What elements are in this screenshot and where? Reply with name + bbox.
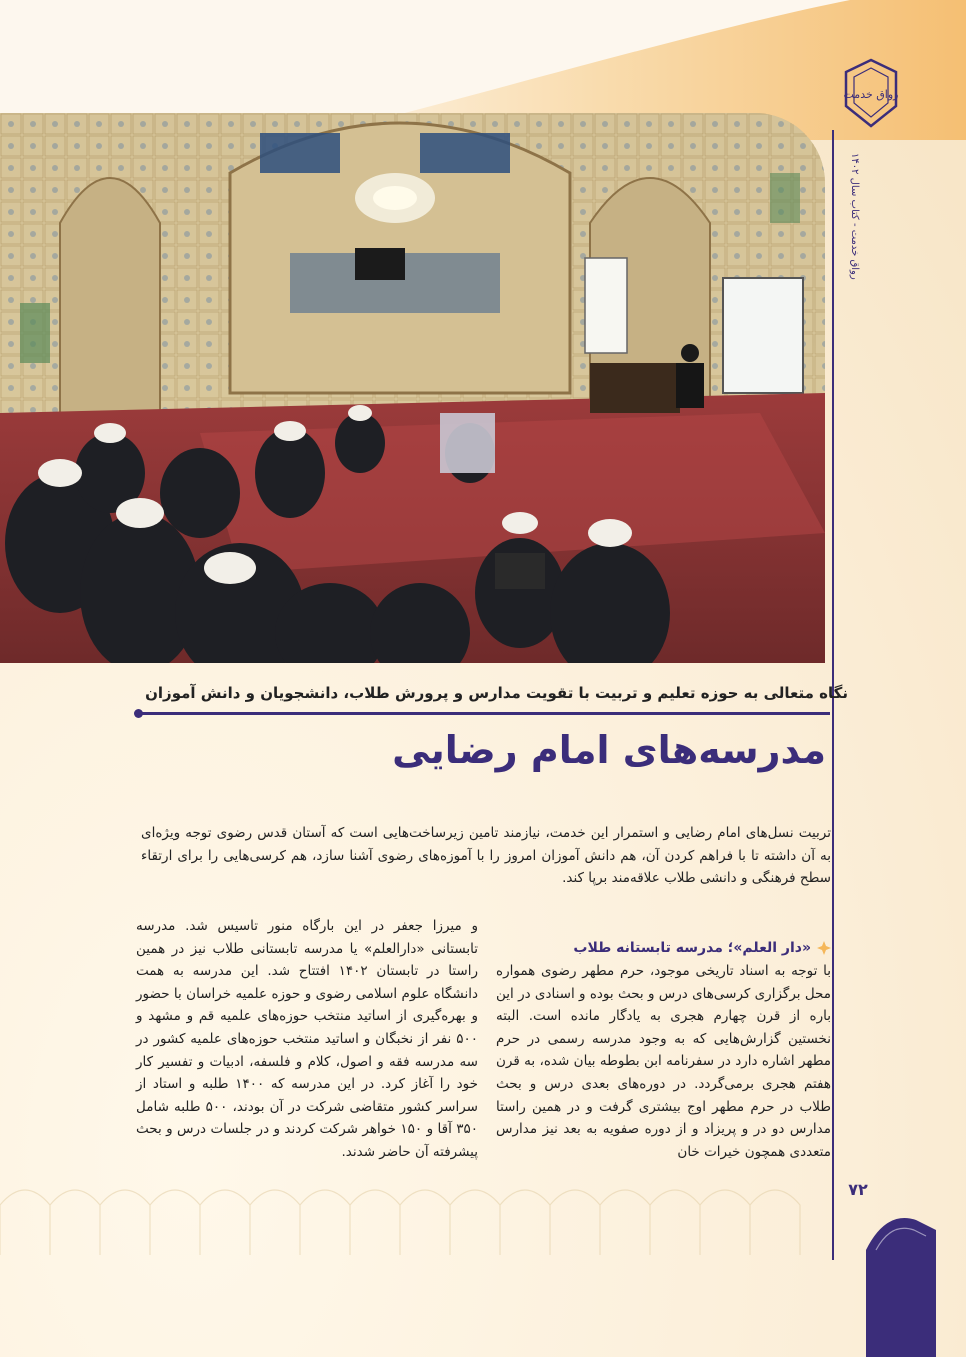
classroom-photo bbox=[0, 113, 825, 663]
side-caption: رواق خدمت - کتاب سال ۱۴۰۲ bbox=[849, 153, 860, 280]
page-number: ۷۲ bbox=[848, 1180, 868, 1199]
divider-dot bbox=[134, 709, 143, 718]
logo-text: رواق خدمت bbox=[843, 88, 899, 101]
section-heading bbox=[496, 940, 831, 956]
rewaq-khedmat-logo bbox=[842, 58, 900, 128]
paragraph-left: و میرزا جعفر در این بارگاه منور تاسیس شد. مدرسه تابستانی «دارالعلم» یا مدرسه تابستانی طلاب نیز در همین راستا در تابستان ۱۴۰۲ افتتاح شد. این مدرسه به همت دانشگاه علوم اسلامی رضوی و حوزه علمیه خراسان با حضور و بهره‌گیری از اساتید منتخب حوزه‌های علمیه قم و مشهد و ۵۰۰ نفر از نخبگان و اساتید منتخب حوزه‌های علمیه کشور در سه مدرسه فقه و اصول، کلام و فلسفه، ادبیات و تفسیر کار خود را آغاز کرد. در این مدرسه که ۱۴۰۰ طلبه و استاد از سراسر کشور متقاضی شرکت در آن بودند، ۵۰۰ طلبه شامل ۳۵۰ آقا و ۱۵۰ خواهر شرکت کردند و در جلسات درس و بحث پیشرفته آن حاضر شدند. bbox=[136, 918, 478, 1160]
paragraph-right: با توجه به اسناد تاریخی موجود، حرم مطهر رضوی همواره محل برگزاری کرسی‌های درس و بحث بوده و اسنادی در این باره از قرن چهارم هجری به یادگار مانده است. البته نخستین گزارش‌هایی که به وجود مدرسه رسمی در حرم مطهر اشاره دارد در سفرنامه ابن بطوطه بیان شده، به قرن هفتم هجری برمی‌گردد. در دوره‌های بعدی درس و بحث طلاب در حرم مطهر اوج بیشتری گرفت و در همین راستا مدارس دو در و پریزاد و از دوره صفویه به بعد نیز مدارس متعددی همچون خیرات خان bbox=[496, 963, 831, 1160]
article-title: مدرسه‌های امام رضایی bbox=[392, 728, 826, 772]
article-subtitle: نگاه متعالی به حوزه تعلیم و تربیت با تقویت مدارس و پرورش طلاب، دانشجویان و دانش آموزان bbox=[145, 684, 848, 702]
flower-bullet-icon bbox=[817, 941, 831, 955]
decorative-arch-pattern bbox=[0, 1175, 830, 1255]
column-left bbox=[136, 915, 478, 1164]
section-title: «دار العلم»؛ مدرسه تابستانه طلاب bbox=[573, 940, 811, 956]
article-intro: تربیت نسل‌های امام رضایی و استمرار این خدمت، نیازمند تامین زیرساخت‌هایی است که آستان قدس رضوی توجه ویژه‌ای به آن داشته تا با فراهم کردن آن، هم دانش آموزان امروز را با آموزه‌های رضوی آشنا سازد، هم کرسی‌هایی را برای ارتقاء سطح فرهنگی و دانشی طلاب علاقه‌مند برپا کند. bbox=[141, 825, 831, 887]
title-divider bbox=[140, 712, 830, 715]
column-right bbox=[496, 940, 831, 1163]
page-corner-tab bbox=[866, 1210, 936, 1357]
